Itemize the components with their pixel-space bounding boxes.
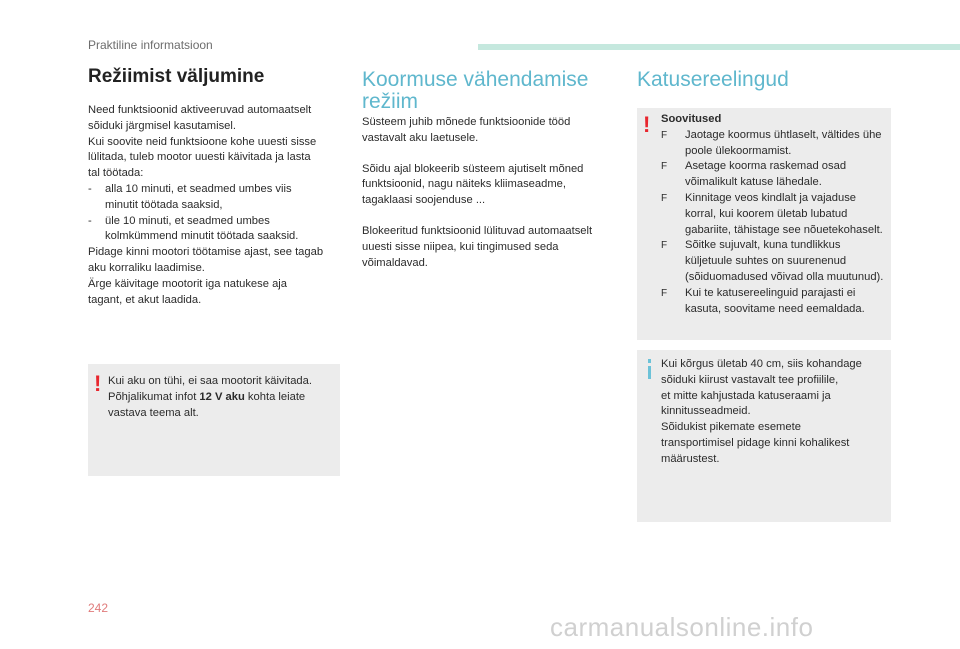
advice-text (661, 112, 891, 317)
list-item: F Kinnitage veos kindlalt ja vajaduse korral, kui koorem ületab lubatud gabariite, tähistage see nõuetekohaselt. (661, 191, 883, 236)
advice-title: Soovitused (661, 113, 722, 125)
exit-mode-text (88, 103, 348, 308)
warning-icon: ! (94, 371, 102, 396)
text-line: Ärge käivitage mootorit iga natukese aja (88, 277, 288, 290)
page-number: 242 (88, 601, 109, 615)
text-line: Pidage kinni mootori töötamise ajast, see tagab (88, 246, 324, 259)
heading-load-shedding: Koormuse vähendamise režiim (362, 68, 589, 113)
text-line: tagant, et akut laadida. (88, 293, 202, 306)
text-line: Põhjalikumat infot 12 V aku kohta leiate (108, 390, 306, 403)
warning-icon: ! (643, 112, 651, 137)
list-item: F Jaotage koormus ühtlaselt, vältides ühe poole ülekoormamist. (661, 128, 882, 157)
info-icon-dot (648, 359, 651, 363)
info-text: Kui kõrgus ületab 40 cm, siis kohandage sõiduki kiirust vastavalt tee profiilile, et mitte kahjustada katuseraami ja kinnitusseadmeid. Sõidukist pikemate esemete transportimisel pidage kinni kohalikest määrustest. (661, 358, 862, 465)
list-item: F Sõitke sujuvalt, kuna tundlikkus küljetuule suhtes on suurenenud (sõiduomadused võivad olla muutunud). (661, 239, 884, 283)
header-accent-bar (478, 44, 960, 50)
dash-item: - alla 10 minuti, et seadmed umbes viis minutit töötada saaksid, (88, 182, 292, 211)
watermark: carmanualsonline.info (550, 612, 814, 642)
text-line: vastava teema alt. (108, 406, 199, 419)
list-item: F Kui te katusereelinguid parajasti ei kasuta, soovitame need eemaldada. (661, 286, 865, 315)
load-shedding-text: Süsteem juhib mõnede funktsioonide tööd vastavalt aku laetusele. Sõidu ajal blokeerib süsteem ajutiselt mõned funktsioonid, nagu näiteks kliimaseadme, tagaklaasi soojenduse ... Blokeeritud funktsioonid lülituvad automaatselt uuesti sisse niipea, kui tingimused seda võimaldavad. (362, 116, 593, 269)
text-line: sõiduki järgmisel kasutamisel. (88, 119, 236, 132)
heading-exit-mode: Režiimist väljumine (88, 66, 265, 87)
list-item: F Asetage koorma raskemad osad võimalikult katuse lähedale. (661, 160, 847, 189)
section-title: Praktiline informatsioon (88, 38, 213, 52)
text-line: lülitada, tuleb mootor uuesti käivitada ja lasta (88, 151, 311, 164)
dash-item: - üle 10 minuti, et seadmed umbes kolmkümmend minutit töötada saaksid. (88, 214, 299, 243)
info-icon (648, 366, 651, 379)
battery-warning-text (108, 374, 338, 421)
text-line: tal töötada: (88, 167, 144, 180)
text-line: Kui aku on tühi, ei saa mootorit käivitada. (108, 375, 312, 387)
text-line: Kui soovite neid funktsioone kohe uuesti sisse (88, 135, 317, 148)
text-line: Need funktsioonid aktiveeruvad automaatselt (88, 104, 312, 116)
text-line: aku korraliku laadimise. (88, 261, 205, 274)
heading-roof-bars: Katusereelingud (637, 68, 789, 91)
